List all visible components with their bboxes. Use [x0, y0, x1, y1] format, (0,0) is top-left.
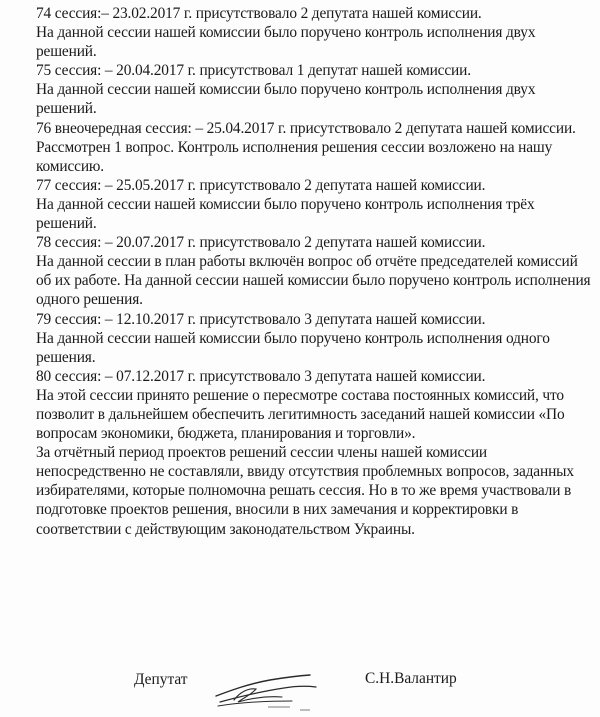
paragraph-session-75: 75 сессия: – 20.04.2017 г. присутствовал 1 депутат нашей комиссии. [36, 62, 471, 80]
paragraph-text: Рассмотрен 1 вопрос. Контроль исполнения решения сессии возложено на нашу комиссию. [36, 138, 553, 175]
paragraph-session-76: 76 внеочередная сессия: – 25.04.2017 г. присутствовало 2 депутата нашей комиссии. [36, 119, 576, 137]
paragraph-session-78: 78 сессия: – 20.07.2017 г. присутствовало 2 депутата нашей комиссии. [36, 234, 486, 252]
signatory-name: С.Н.Валантир [365, 670, 457, 687]
paragraph-text: На данной сессии нашей комиссии было поручено контроль исполнения двух решений. [36, 24, 536, 61]
document-body [36, 4, 596, 539]
handwritten-signature [212, 666, 332, 710]
scan-artifact [300, 709, 310, 711]
scan-artifact [268, 706, 290, 708]
paragraph-summary: За отчётный период проектов решений сессии члены нашей комиссии непосредственно не составляли, ввиду отсутствия проблемных вопросов, заданных избирателями, которые полномочна решать сессия. Но в то же время участвовали в подготовке проектов решения, вносили в них замечания и корректировки в соответствии с действующим законодательством Украины. [36, 444, 574, 538]
paragraph-text: На данной сессии нашей комиссии было поручено контроль исполнения трёх решений. [36, 195, 535, 233]
paragraph-session-77: 77 сессия: – 25.05.2017 г. присутствовало 2 депутата нашей комиссии. [36, 176, 486, 194]
paragraph-text: На данной сессии в план работы включён вопрос об отчёте председателей комиссий об их работе. На данной сессии нашей комиссии было поручено контроль исполнения одного решения. [36, 253, 591, 309]
signatory-role: Депутат [134, 671, 188, 688]
paragraph-text: На этой сессии принято решение о пересмотре состава постоянных комиссий, что позволит в дальнейшем обеспечить легитимность заседаний нашей комиссии «По вопросам экономики, бюджета, планирования и торговли». [36, 386, 565, 443]
paragraph-text: На данной сессии нашей комиссии было поручено контроль исполнения одного решения. [36, 329, 550, 366]
paragraph-session-74: 74 сессия:– 23.02.2017 г. присутствовало 2 депутата нашей комиссии. [36, 5, 482, 22]
paragraph-session-80: 80 сессия: – 07.12.2017 г. присутствовало 3 депутата нашей комиссии. [36, 367, 486, 385]
paragraph-text: На данной сессии нашей комиссии было поручено контроль исполнения двух решений. [36, 81, 536, 118]
paragraph-session-79: 79 сессия: – 12.10.2017 г. присутствовало 3 депутата нашей комиссии. [36, 310, 486, 328]
